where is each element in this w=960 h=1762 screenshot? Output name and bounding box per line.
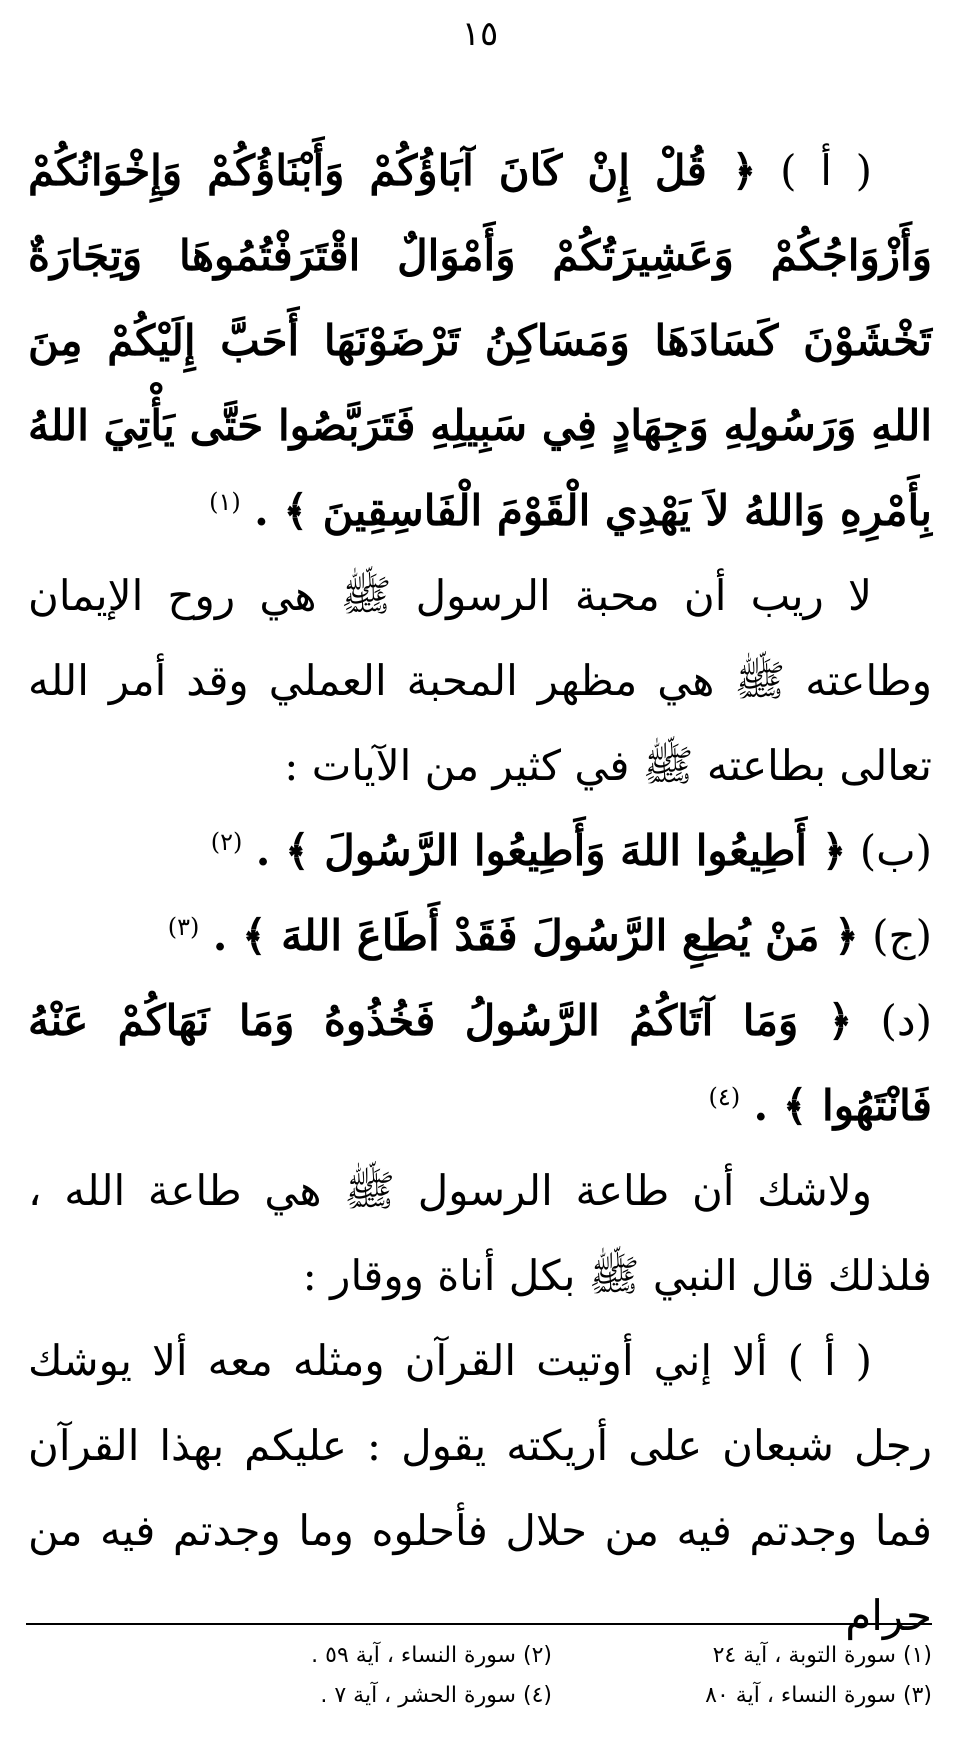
footnote-ref-1: (١) — [209, 488, 241, 516]
paragraph-3: ( أ ) ألا إني أوتيت القرآن ومثله معه ألا يوشك رجل شبعان على أريكته يقول : عليكم بهذا القرآن فما وجدتم فيه من حلال فأحلوه وما وجدتم فيه من حرام — [28, 1336, 932, 1640]
verse-b — [28, 808, 932, 893]
verse-a — [28, 128, 932, 553]
footnote-ref-4: (٤) — [708, 1083, 741, 1111]
body-text — [28, 128, 932, 1658]
footnote-1: (١) سورة التوبة ، آية ٢٤ — [712, 1643, 932, 1668]
footnote-ref-2: (٢) — [210, 828, 243, 856]
page-number: ١٥ — [461, 14, 499, 54]
paragraph-2: ولاشك أن طاعة الرسول ﷺ هي طاعة الله ، فلذلك قال النبي ﷺ بكل أناة ووقار : — [28, 1166, 932, 1300]
footnote-divider — [26, 1623, 932, 1625]
verse-d-text: ﴿ وَمَا آتَاكُمُ الرَّسُولُ فَخُذُوهُ وَمَا نَهَاكُمْ عَنْهُ فَانْتَهُوا ﴾ . — [28, 996, 932, 1130]
verse-d-marker: (د) — [880, 996, 932, 1045]
verse-d — [28, 978, 932, 1148]
verse-c — [28, 893, 932, 978]
footnote-2: (٢) سورة النساء ، آية ٥٩ . — [311, 1643, 552, 1668]
footnote-4: (٤) سورة الحشر ، آية ٧ . — [320, 1683, 552, 1708]
footnote-ref-3: (٣) — [167, 913, 200, 941]
verse-a-text: ﴿ قُلْ إِنْ كَانَ آبَاؤُكُمْ وَأَبْنَاؤُكُمْ وَإِخْوَانُكُمْ وَأَزْوَاجُكُمْ وَعَشِيرَتُكُمْ وَأَمْوَالٌ اقْتَرَفْتُمُوهَا وَتِجَارَةٌ تَخْشَوْنَ كَسَادَهَا وَمَسَاكِنُ تَرْضَوْنَهَا أَحَبَّ إِلَيْكُمْ مِنَ اللهِ وَرَسُولِهِ وَجِهَادٍ فِي سَبِيلِهِ فَتَرَبَّصُوا حَتَّى يَأْتِيَ اللهُ بِأَمْرِهِ وَاللهُ لاَ يَهْدِي الْقَوْمَ الْفَاسِقِينَ ﴾ . — [28, 146, 932, 535]
footnote-3: (٣) سورة النساء ، آية ٨٠ — [705, 1683, 932, 1708]
footnotes — [172, 1640, 932, 1712]
verse-b-text: ﴿ أَطِيعُوا اللهَ وَأَطِيعُوا الرَّسُولَ ﴾ . — [255, 826, 847, 875]
verse-b-marker: (ب) — [859, 826, 932, 875]
verse-a-marker: ( أ ) — [780, 146, 872, 195]
paragraph-1: لا ريب أن محبة الرسول ﷺ هي روح الإيمان وطاعته ﷺ هي مظهر المحبة العملي وقد أمر الله تعالى بطاعته ﷺ في كثير من الآيات : — [28, 571, 932, 790]
verse-c-text: ﴿ مَنْ يُطِعِ الرَّسُولَ فَقَدْ أَطَاعَ اللهَ ﴾ . — [212, 911, 859, 960]
verse-c-marker: (ج) — [872, 911, 932, 960]
